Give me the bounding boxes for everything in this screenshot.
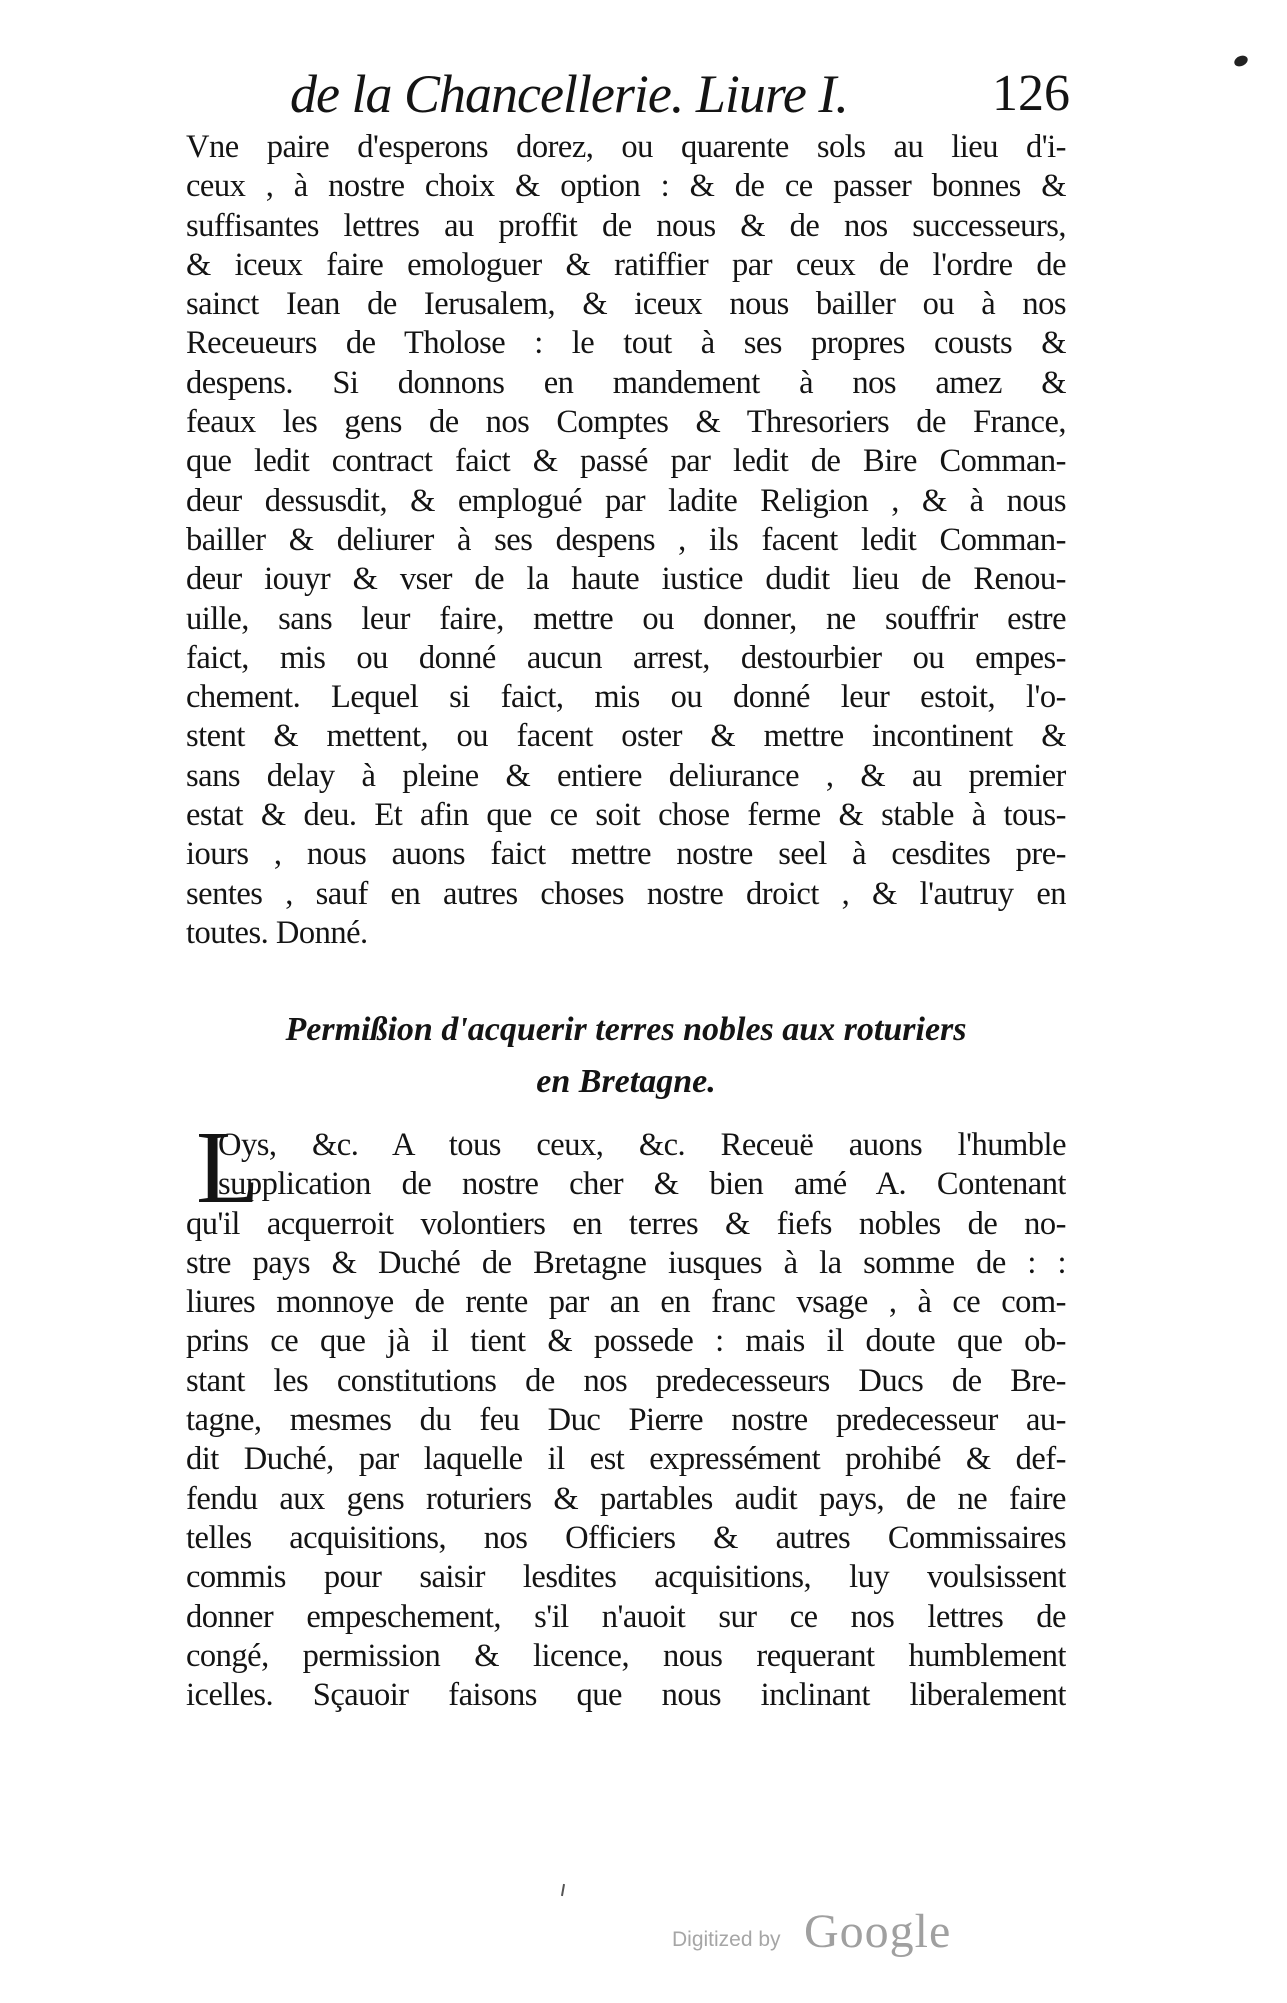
text-line: sainct Iean de Ierusalem, & iceux nous bailler ou à nos <box>186 286 1066 323</box>
text-line: iours , nous auons faict mettre nostre seel à cesdites pre- <box>186 836 1066 873</box>
running-title: de la Chancellerie. Liure I. <box>290 64 848 124</box>
text-line: liures monnoye de rente par an en franc vsage , à ce com- <box>186 1284 1066 1321</box>
page-number: 126 <box>992 65 1070 122</box>
text-line: sans delay à pleine & entiere deliurance , & au premier <box>186 757 1066 794</box>
ink-speck <box>561 1884 565 1896</box>
letter-text <box>186 1126 1066 1715</box>
text-line: stant les constitutions de nos predecesseurs Ducs de Bre- <box>186 1362 1066 1399</box>
text-line: donner empeschement, s'il n'auoit sur ce nos lettres de <box>186 1598 1066 1635</box>
text-line: stre pays & Duché de Bretagne iusques à la somme de : : <box>186 1244 1066 1281</box>
drop-cap: L <box>196 1110 260 1225</box>
ink-blot <box>1233 54 1250 69</box>
text-line: congé, permission & licence, nous requerant humblement <box>186 1637 1066 1674</box>
text-line: tagne, mesmes du feu Duc Pierre nostre predecesseur au- <box>186 1402 1066 1439</box>
text-line: qu'il acquerroit volontiers en terres & fiefs nobles de no- <box>186 1205 1066 1242</box>
text-line: deur dessusdit, & emplogué par ladite Religion , & à nous <box>186 482 1066 519</box>
section-heading-continued: en Bretagne. <box>536 1063 716 1100</box>
section-heading: Permißion d'acquerir terres nobles aux roturiers <box>285 1011 967 1048</box>
text-line: dit Duché, par laquelle il est expressément prohibé & def- <box>186 1441 1066 1478</box>
text-line: chement. Lequel si faict, mis ou donné leur estoit, l'o- <box>186 679 1066 716</box>
text-line: despens. Si donnons en mandement à nos amez & <box>186 364 1066 401</box>
text-line: sentes , sauf en autres choses nostre droict , & l'autruy en <box>186 875 1066 912</box>
running-head <box>290 62 1070 132</box>
text-line: prins ce que jà il tient & possede : mais il doute que ob- <box>186 1323 1066 1360</box>
text-line: Oys, &c. A tous ceux, &c. Receuë auons l'humble <box>218 1127 1066 1163</box>
text-line: estat & deu. Et afin que ce soit chose ferme & stable à tous- <box>186 797 1066 834</box>
text-line: toutes. Donné. <box>186 914 368 951</box>
text-line: bailler & deliurer à ses despens , ils facent ledit Comman- <box>186 521 1066 558</box>
text-line: ceux , à nostre choix & option : & de ce passer bonnes & <box>186 168 1066 205</box>
text-line: feaux les gens de nos Comptes & Thresoriers de France, <box>186 404 1066 441</box>
text-line: Vne paire d'esperons dorez, ou quarente sols au lieu d'i- <box>186 129 1066 165</box>
text-line: stent & mettent, ou facent oster & mettre incontinent & <box>186 718 1066 755</box>
text-line: Receueurs de Tholose : le tout à ses propres cousts & <box>186 325 1066 362</box>
digitizer-watermark <box>672 1898 1012 1958</box>
digitized-by-label: Digitized by <box>672 1928 781 1951</box>
letter-text-continued <box>186 128 1066 953</box>
text-line: faict, mis ou donné aucun arrest, destourbier ou empes- <box>186 639 1066 676</box>
text-line: deur iouyr & vser de la haute iustice dudit lieu de Renou- <box>186 561 1066 598</box>
digitizer-logo: Google <box>804 1905 952 1958</box>
text-line: fendu aux gens roturiers & partables audit pays, de ne faire <box>186 1480 1066 1517</box>
text-line: suffisantes lettres au proffit de nous & de nos successeurs, <box>186 207 1066 244</box>
text-line: uille, sans leur faire, mettre ou donner, ne souffrir estre <box>186 600 1066 637</box>
text-line: icelles. Sçauoir faisons que nous inclinant liberalement <box>186 1677 1066 1714</box>
text-line: que ledit contract faict & passé par ledit de Bire Comman- <box>186 443 1066 480</box>
text-line: telles acquisitions, nos Officiers & autres Commissaires <box>186 1519 1066 1556</box>
text-line: supplication de nostre cher & bien amé A. Contenant <box>218 1166 1066 1203</box>
text-line: commis pour saisir lesdites acquisitions, luy voulsissent <box>186 1559 1066 1596</box>
text-line: & iceux faire emologuer & ratiffier par ceux de l'ordre de <box>186 246 1066 283</box>
